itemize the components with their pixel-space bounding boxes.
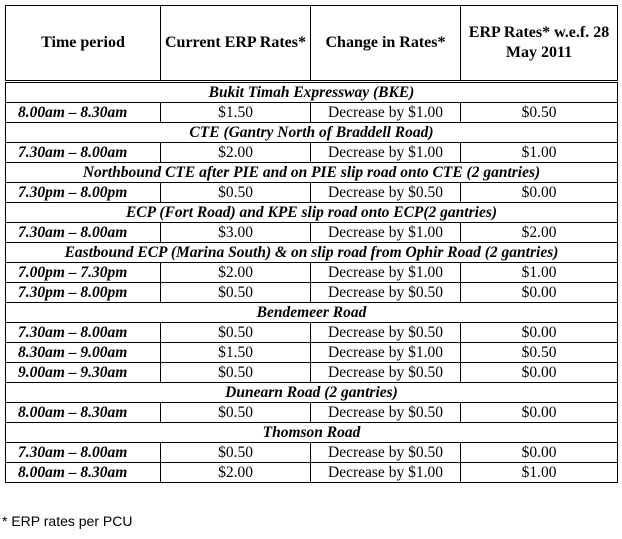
road-group-row [6, 243, 618, 263]
time-period-cell: 7.00pm – 7.30pm [6, 263, 161, 283]
table-row [6, 463, 618, 483]
time-period-cell: 8.00am – 8.30am [6, 103, 161, 123]
current-rate-cell: $0.50 [161, 443, 311, 463]
current-rate-cell: $2.00 [161, 463, 311, 483]
new-rate-cell: $0.00 [461, 323, 618, 343]
road-name: CTE (Gantry North of Braddell Road) [6, 123, 618, 143]
rate-change-cell: Decrease by $1.00 [311, 143, 461, 163]
current-rate-cell: $0.50 [161, 183, 311, 203]
new-rate-cell: $0.00 [461, 183, 618, 203]
footnote: * ERP rates per PCU [2, 513, 133, 529]
road-name: Bukit Timah Expressway (BKE) [6, 82, 618, 103]
time-period-cell: 8.00am – 8.30am [6, 463, 161, 483]
time-period-cell: 7.30am – 8.00am [6, 323, 161, 343]
current-rate-cell: $2.00 [161, 263, 311, 283]
new-rate-cell: $0.00 [461, 443, 618, 463]
time-period-cell: 8.00am – 8.30am [6, 403, 161, 423]
time-period-cell: 7.30am – 8.00am [6, 143, 161, 163]
current-rate-cell: $0.50 [161, 323, 311, 343]
rate-change-cell: Decrease by $1.00 [311, 223, 461, 243]
rate-change-cell: Decrease by $1.00 [311, 463, 461, 483]
time-period-cell: 9.00am – 9.30am [6, 363, 161, 383]
current-rate-cell: $3.00 [161, 223, 311, 243]
rate-change-cell: Decrease by $0.50 [311, 283, 461, 303]
road-group-row [6, 163, 618, 183]
table-row [6, 223, 618, 243]
table-row [6, 103, 618, 123]
road-name: Northbound CTE after PIE and on PIE slip road onto CTE (2 gantries) [6, 163, 618, 183]
new-rate-cell: $1.00 [461, 143, 618, 163]
new-rate-cell: $0.00 [461, 363, 618, 383]
rate-change-cell: Decrease by $1.00 [311, 343, 461, 363]
table-row [6, 143, 618, 163]
new-rate-cell: $0.00 [461, 403, 618, 423]
erp-rates-document [5, 5, 617, 483]
rate-change-cell: Decrease by $0.50 [311, 363, 461, 383]
new-rate-cell: $0.50 [461, 343, 618, 363]
rate-change-cell: Decrease by $0.50 [311, 443, 461, 463]
road-name: Thomson Road [6, 423, 618, 443]
new-rate-cell: $1.00 [461, 463, 618, 483]
table-body [6, 82, 618, 483]
time-period-cell: 7.30am – 8.00am [6, 223, 161, 243]
header-current-rates: Current ERP Rates* [161, 6, 311, 82]
new-rate-cell: $0.00 [461, 283, 618, 303]
table-row [6, 363, 618, 383]
table-row [6, 403, 618, 423]
header-time-period: Time period [6, 6, 161, 82]
table-row [6, 263, 618, 283]
rate-change-cell: Decrease by $1.00 [311, 103, 461, 123]
rate-change-cell: Decrease by $1.00 [311, 263, 461, 283]
erp-rates-table [5, 5, 618, 483]
table-row [6, 443, 618, 463]
road-group-row [6, 383, 618, 403]
new-rate-cell: $0.50 [461, 103, 618, 123]
road-name: Dunearn Road (2 gantries) [6, 383, 618, 403]
road-name: Bendemeer Road [6, 303, 618, 323]
header-new-rates: ERP Rates* w.e.f. 28 May 2011 [461, 6, 618, 82]
road-name: ECP (Fort Road) and KPE slip road onto ECP(2 gantries) [6, 203, 618, 223]
current-rate-cell: $0.50 [161, 283, 311, 303]
rate-change-cell: Decrease by $0.50 [311, 323, 461, 343]
table-row [6, 323, 618, 343]
new-rate-cell: $2.00 [461, 223, 618, 243]
rate-change-cell: Decrease by $0.50 [311, 183, 461, 203]
current-rate-cell: $1.50 [161, 103, 311, 123]
table-row [6, 283, 618, 303]
road-name: Eastbound ECP (Marina South) & on slip road from Ophir Road (2 gantries) [6, 243, 618, 263]
table-row [6, 343, 618, 363]
current-rate-cell: $0.50 [161, 403, 311, 423]
header-row [6, 6, 618, 82]
header-change-in-rates: Change in Rates* [311, 6, 461, 82]
road-group-row [6, 303, 618, 323]
road-group-row [6, 423, 618, 443]
new-rate-cell: $1.00 [461, 263, 618, 283]
road-group-row [6, 82, 618, 103]
road-group-row [6, 203, 618, 223]
time-period-cell: 7.30am – 8.00am [6, 443, 161, 463]
table-row [6, 183, 618, 203]
current-rate-cell: $2.00 [161, 143, 311, 163]
current-rate-cell: $1.50 [161, 343, 311, 363]
time-period-cell: 7.30pm – 8.00pm [6, 183, 161, 203]
rate-change-cell: Decrease by $0.50 [311, 403, 461, 423]
time-period-cell: 8.30am – 9.00am [6, 343, 161, 363]
road-group-row [6, 123, 618, 143]
time-period-cell: 7.30pm – 8.00pm [6, 283, 161, 303]
table-header [6, 6, 618, 82]
current-rate-cell: $0.50 [161, 363, 311, 383]
